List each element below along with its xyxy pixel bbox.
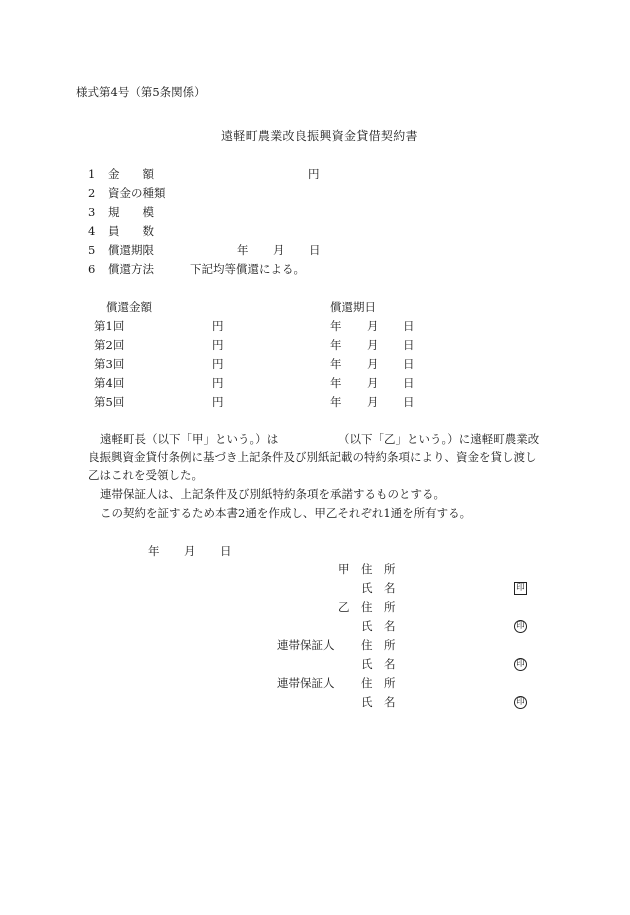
document-title: 遠軽町農業改良振興資金貸借契約書	[221, 129, 418, 143]
body-paragraph1-part2: （以下「乙」という。）に遠軽町農業改	[338, 432, 540, 446]
item-no: 2	[88, 186, 96, 200]
signature-role-guarantor: 連帯保証人	[277, 638, 335, 652]
signature-address-label: 住 所	[361, 600, 396, 614]
seal-circle-icon: 印	[514, 696, 527, 709]
item-label-fund-type: 資金の種類	[108, 186, 166, 200]
schedule-row-month: 月	[367, 376, 379, 390]
item-no: 3	[88, 205, 96, 219]
item-no: 1	[88, 167, 96, 181]
body-paragraph3: この契約を証するため本書2通を作成し、甲乙それぞれ1通を所有する。	[100, 506, 472, 520]
signature-name-label: 氏 名	[361, 657, 396, 671]
schedule-row-day: 日	[403, 319, 415, 333]
signature-role-ko: 甲	[338, 562, 350, 576]
seal-square-icon: 印	[514, 582, 527, 595]
date-year: 年	[148, 544, 160, 558]
item-label-members: 員 数	[108, 224, 154, 238]
repayment-method-value: 下記均等償還による。	[190, 262, 305, 276]
schedule-row-day: 日	[403, 395, 415, 409]
schedule-row-month: 月	[367, 319, 379, 333]
schedule-row-label: 第2回	[94, 338, 125, 352]
signature-role-guarantor: 連帯保証人	[277, 676, 335, 690]
signature-role-otsu: 乙	[338, 600, 350, 614]
schedule-amount-header: 償還金額	[106, 300, 152, 314]
item-no: 6	[88, 262, 96, 276]
schedule-row-yen: 円	[212, 319, 224, 333]
schedule-row-month: 月	[367, 395, 379, 409]
schedule-row-yen: 円	[212, 376, 224, 390]
schedule-row-year: 年	[330, 338, 342, 352]
schedule-row-yen: 円	[212, 338, 224, 352]
schedule-row-label: 第3回	[94, 357, 125, 371]
schedule-row-year: 年	[330, 319, 342, 333]
signature-address-label: 住 所	[361, 562, 396, 576]
schedule-row-month: 月	[367, 357, 379, 371]
schedule-row-day: 日	[403, 376, 415, 390]
deadline-month: 月	[273, 243, 285, 257]
item-no: 4	[88, 224, 96, 238]
schedule-row-year: 年	[330, 357, 342, 371]
signature-name-label: 氏 名	[361, 695, 396, 709]
schedule-row-yen: 円	[212, 357, 224, 371]
form-number: 様式第4号（第5条関係）	[76, 85, 206, 99]
body-paragraph2: 連帯保証人は、上記条件及び別紙特約条項を承諾するものとする。	[100, 487, 445, 501]
signature-address-label: 住 所	[361, 676, 396, 690]
schedule-date-header: 償還期日	[330, 300, 376, 314]
schedule-row-label: 第4回	[94, 376, 125, 390]
body-paragraph1-part1: 遠軽町長（以下「甲」という。）は	[100, 432, 279, 446]
schedule-row-day: 日	[403, 357, 415, 371]
signature-name-label: 氏 名	[361, 619, 396, 633]
signature-address-label: 住 所	[361, 638, 396, 652]
signature-name-label: 氏 名	[361, 581, 396, 595]
body-paragraph1-line2: 良振興資金貸付条例に基づき上記条件及び別紙記載の特約条項により、資金を貸し渡し	[88, 450, 537, 464]
seal-circle-icon: 印	[514, 658, 527, 671]
item-no: 5	[88, 243, 96, 257]
schedule-row-year: 年	[330, 395, 342, 409]
item-unit-yen: 円	[308, 167, 320, 181]
schedule-row-yen: 円	[212, 395, 224, 409]
seal-circle-icon: 印	[514, 620, 527, 633]
deadline-day: 日	[309, 243, 321, 257]
deadline-year: 年	[237, 243, 249, 257]
item-label-amount: 金 額	[108, 167, 154, 181]
item-label-scale: 規 模	[108, 205, 154, 219]
schedule-row-label: 第1回	[94, 319, 125, 333]
schedule-row-month: 月	[367, 338, 379, 352]
schedule-row-label: 第5回	[94, 395, 125, 409]
date-day: 日	[220, 544, 232, 558]
schedule-row-day: 日	[403, 338, 415, 352]
body-paragraph1-line3: 乙はこれを受領した。	[88, 468, 203, 482]
date-month: 月	[184, 544, 196, 558]
item-label-repayment-method: 償還方法	[108, 262, 154, 276]
item-label-repayment-deadline: 償還期限	[108, 243, 154, 257]
schedule-row-year: 年	[330, 376, 342, 390]
